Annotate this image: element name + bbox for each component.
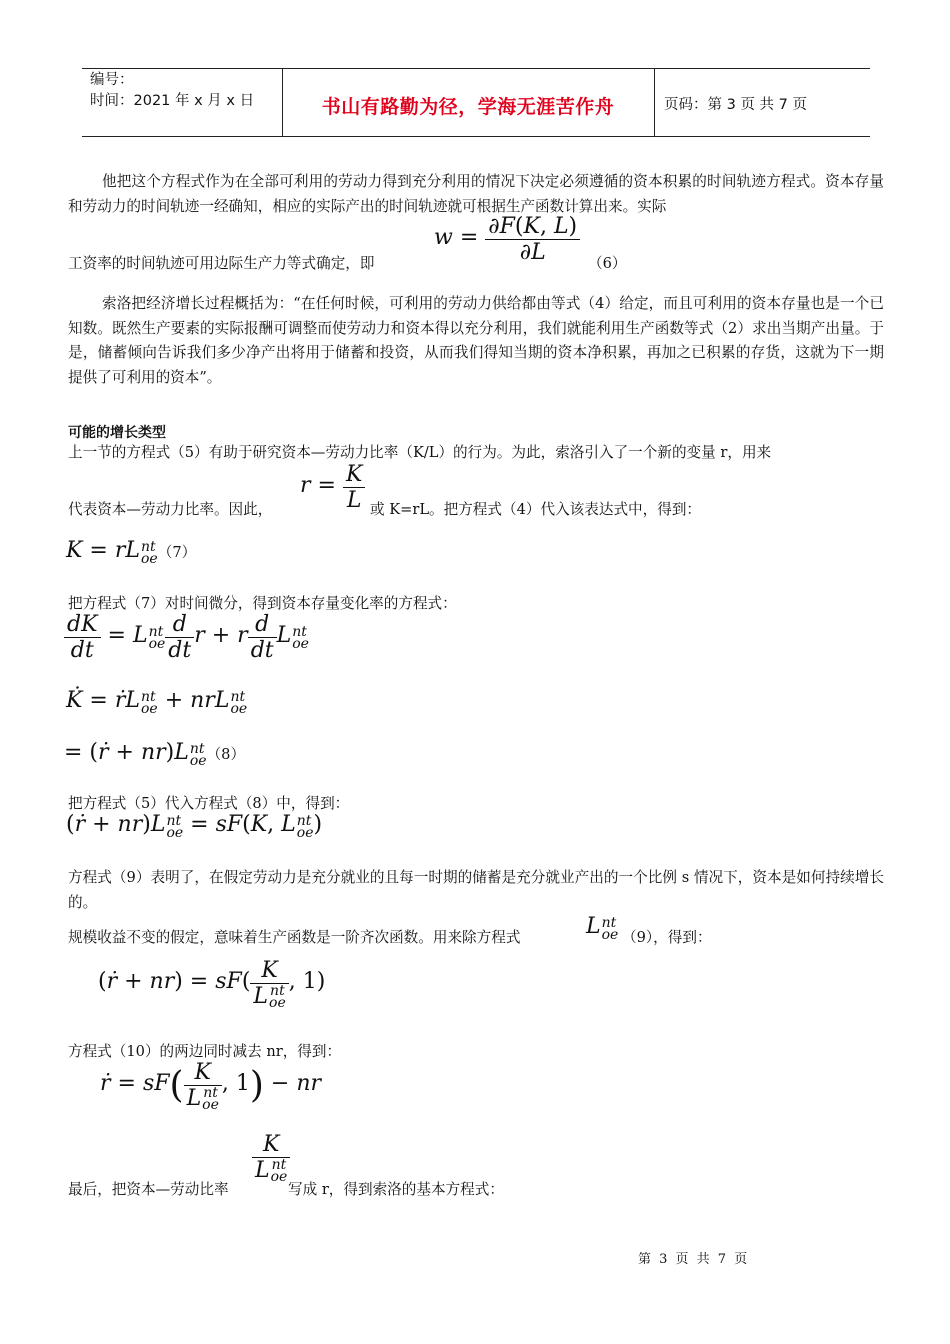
- paragraph-9-pre: 最后，把资本—劳动比率: [68, 1181, 229, 1198]
- header-top-rule: [82, 68, 870, 69]
- paragraph-4: 把方程式（7）对时间微分，得到资本存量变化率的方程式：: [68, 595, 457, 612]
- equation-k-dot: K̇ = ṙL nt oe + nrL nt oe: [66, 688, 248, 717]
- paragraph-2: 索洛把经济增长过程概括为：“在任何时候，可利用的劳动力供给都由等式（4）给定，而且可利用的资本存量也是一个已知数。既然生产要素的实际报酬可调整而使劳动力和资本得以充分利用，我们就能利用生产函数等式（2）求出当期产出量。于是，储蓄倾向告诉我们多少净产出将用于储蓄和投资，从而我们得知当期的资本净积累，再加之已积累的存货，这就为下一期提供了可利用的资本”。: [68, 295, 884, 386]
- equation-r-def: r = $\frac{K}{L}$: [300, 462, 365, 513]
- equation-8-tag: （8）: [206, 746, 246, 763]
- header-meta: [90, 70, 254, 112]
- header-bottom-rule: [82, 136, 870, 137]
- equation-6-tag: （6）: [588, 255, 627, 272]
- equation-7: K = rL nt oe （7）: [66, 538, 197, 567]
- paragraph-1: 他把这个方程式作为在全部可利用的劳动力得到充分利用的情况下决定必须遵循的资本积累的时间轨迹方程式。资本存量和劳动力的时间轨迹一经确知，相应的实际产出的时间轨迹就可根据生产函数计算出来。实际: [68, 173, 884, 215]
- equation-9: (ṙ + nr)L nt oe = sF(K, L nt oe ): [66, 812, 323, 841]
- header-motto: 书山有路勤为径，学海无涯苦作舟: [321, 96, 615, 118]
- paragraph-7-post: （9），得到：: [622, 929, 712, 946]
- paragraph-3b-post: 或 K=rL。把方程式（4）代入该表达式中，得到：: [370, 501, 702, 518]
- equation-7-tag: （7）: [157, 544, 197, 561]
- section-heading: 可能的增长类型: [68, 425, 166, 441]
- header-number: 编号：: [90, 72, 134, 88]
- equation-8: = (ṙ + nr)L nt oe （8）: [64, 740, 246, 769]
- header-divider-left: [282, 68, 283, 136]
- header-page-number: 页码：第 3 页 共 7 页: [664, 97, 807, 113]
- paragraph-1-end: 工资率的时间轨迹可用边际生产力等式确定，即: [68, 255, 375, 272]
- paragraph-5: 把方程式（5）代入方程式（8）中，得到：: [68, 795, 350, 812]
- equation-11: ṙ = sF( K L nt oe , 1) − nr: [100, 1060, 322, 1113]
- paragraph-6: 方程式（9）表明了，在假定劳动力是充分就业的且每一时期的储蓄是充分就业产出的一个比例 s 情况下，资本是如何持续增长的。: [68, 869, 884, 911]
- paragraph-3: 上一节的方程式（5）有助于研究资本—劳动力比率（K/L）的行为。为此，索洛引入了一个新的变量 r，用来: [68, 444, 772, 461]
- equation-derivative: $\frac{dK}{dt}$ = L nt oe $\frac{d}{dt}$ r + r $\frac{d}{dt}$ L nt oe: [64, 612, 309, 663]
- inline-ratio: K L nt oe: [252, 1132, 290, 1183]
- equation-6: w = $\frac{\partial F(K, L)}{\partial L}$: [434, 214, 580, 265]
- header-divider-right: [654, 68, 655, 136]
- header-date: 时间：2021 年 x 月 x 日: [90, 93, 255, 109]
- paragraph-9-post: 写成 r，得到索洛的基本方程式：: [288, 1181, 504, 1198]
- inline-l-oe: L nt oe: [586, 914, 619, 943]
- equation-10: (ṙ + nr) = sF( K L nt oe , 1): [98, 958, 326, 1011]
- page-footer: 第 3 页 共 7 页: [638, 1252, 750, 1267]
- paragraph-8: 方程式（10）的两边同时减去 nr，得到：: [68, 1043, 342, 1060]
- paragraph-7-pre: 规模收益不变的假定，意味着生产函数是一阶齐次函数。用来除方程式: [68, 929, 521, 946]
- paragraph-3b-pre: 代表资本—劳动力比率。因此，: [68, 501, 273, 518]
